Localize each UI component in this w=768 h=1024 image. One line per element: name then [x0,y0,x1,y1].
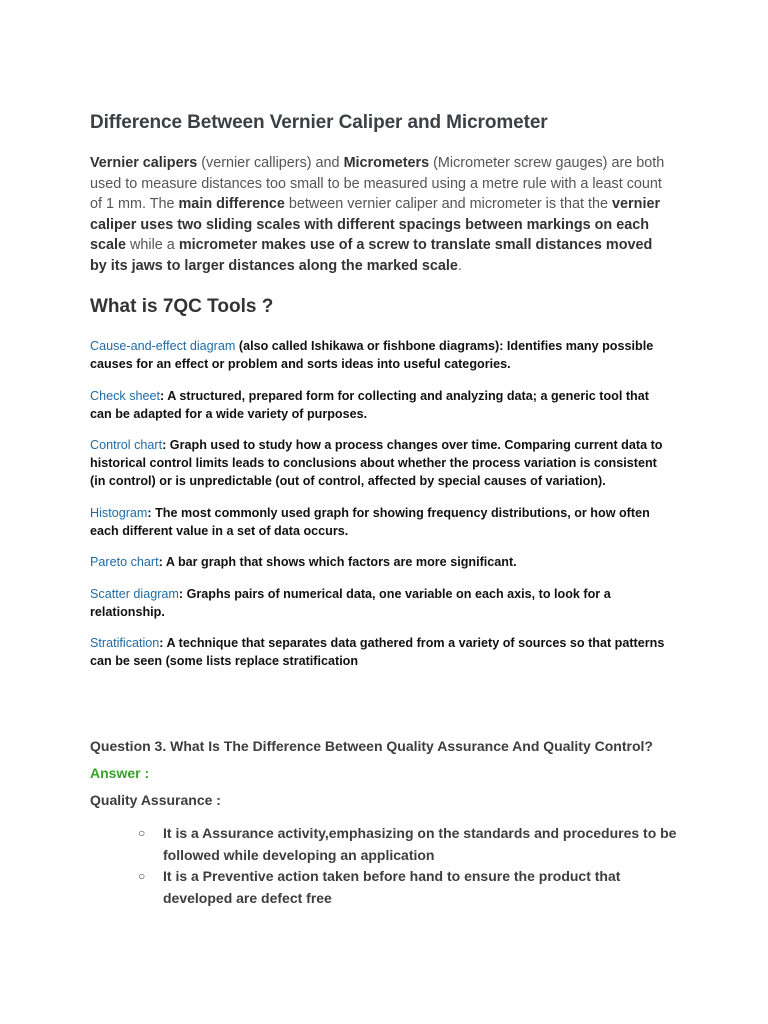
list-item: ○ It is a Preventive action taken before hand to ensure the product that developed are defect free [138,868,621,906]
intro-bold-term: vernier caliper uses two sliding scales with different spacings between markings on each scale [90,196,661,254]
quality-assurance-label: Quality Assurance : [90,792,221,808]
tool-item: Scatter diagram: Graphs pairs of numerical data, one variable on each axis, to look for a relationship. [90,586,611,619]
tool-term-link[interactable]: Cause-and-effect diagram [90,339,236,353]
tool-term-link[interactable]: Histogram [90,505,148,520]
intro-bold-term: micrometer makes use of a screw to translate small distances moved by its jaws to larger distances along the marked scale [90,237,653,274]
page-title: Difference Between Vernier Caliper and Micrometer [90,112,548,133]
tool-item: Pareto chart: A bar graph that shows which factors are more significant. [90,555,517,569]
answer-label: Answer : [90,765,150,781]
circle-bullet-icon: ○ [138,826,146,840]
intro-bold-term: Vernier calipers [90,155,198,171]
tool-term-link[interactable]: Stratification [90,636,160,650]
section-heading-7qc: What is 7QC Tools ? [90,296,274,317]
tool-item: Stratification: A technique that separates data gathered from a variety of sources so that patterns can be seen (some lists replace stratification [90,636,665,668]
tool-item: Histogram: The most commonly used graph for showing frequency distributions, or how often each different value in a set of data occurs. [90,505,650,538]
question-heading: Question 3. What Is The Difference Between Quality Assurance And Quality Control? [90,738,653,754]
tool-item: Control chart: Graph used to study how a process changes over time. Comparing current data to historical control limits leads to conclusions about whether the process variation is consistent (in control) or is unpredictable (out of control, affected by special causes of variation). [90,438,663,488]
intro-bold-term: Micrometers [343,155,430,171]
tool-term-link[interactable]: Scatter diagram [90,586,179,601]
tool-item: Cause-and-effect diagram (also called Ishikawa or fishbone diagrams): Identifies many possible causes for an effect or problem and sorts ideas into useful categories. [90,339,654,371]
tools-list [90,337,666,684]
tool-item: Check sheet: A structured, prepared form for collecting and analyzing data; a generic tool that can be adapted for a wide variety of purposes. [90,388,649,421]
circle-bullet-icon: ○ [138,869,146,883]
tool-term-link[interactable]: Pareto chart [90,555,159,569]
tool-term-link[interactable]: Check sheet [90,388,161,403]
qa-bullet-list [138,823,678,909]
tool-term-link[interactable]: Control chart [90,438,163,452]
intro-bold-term: main difference [178,196,285,213]
list-item: ○ It is a Assurance activity,emphasizing on the standards and procedures to be followed while developing an application [138,825,677,863]
intro-paragraph: Vernier calipers (vernier callipers) and Micrometers (Micrometer screw gauges) are both used to measure distances too small to be measured using a metre rule with a least count of 1 mm. The main difference between vernier caliper and micrometer is that the vernier caliper uses two sliding scales with different spacings between markings on each scale while a micrometer makes use of a screw to translate small distances moved by its jaws to larger distances along the marked scale. [90,155,665,274]
